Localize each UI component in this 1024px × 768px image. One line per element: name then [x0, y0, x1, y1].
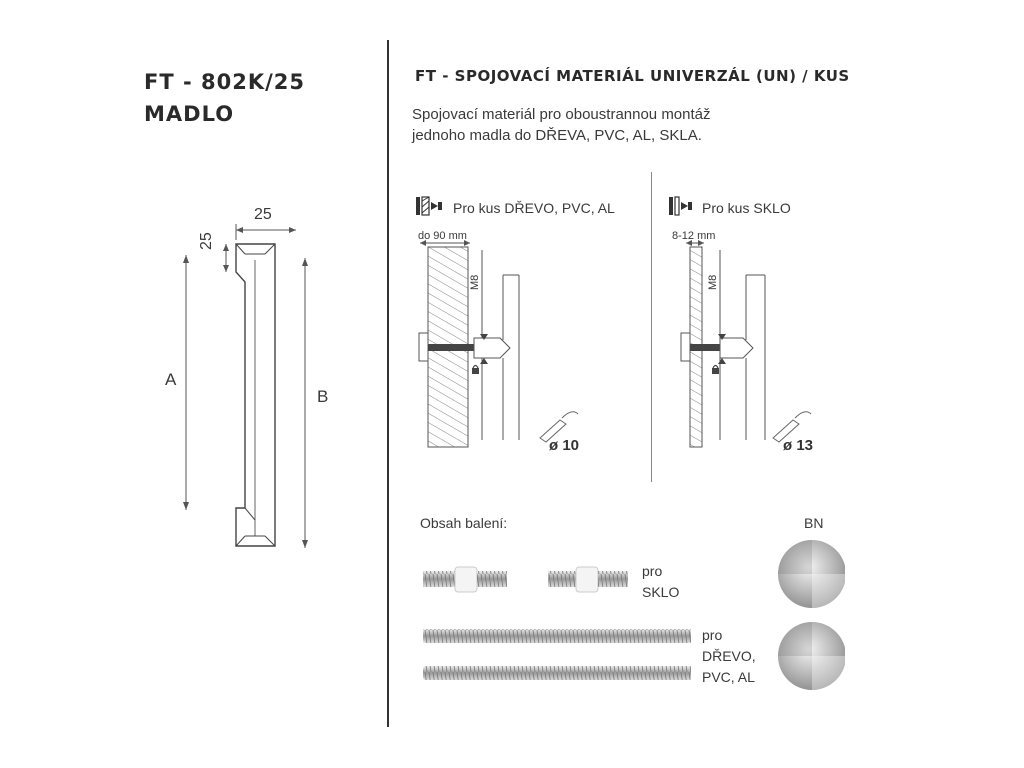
panel-divider	[387, 40, 389, 727]
wood-drill-label: ø 10	[549, 437, 580, 454]
glass-kit-label-2: SKLO	[642, 584, 680, 600]
wood-section-label: Pro kus DŘEVO, PVC, AL	[453, 200, 615, 216]
wood-kit-label-3: PVC, AL	[702, 669, 755, 685]
glass-thickness-label: 8-12 mm	[672, 230, 716, 242]
glass-drill-label: ø 13	[783, 437, 814, 454]
connector-title: FT - SPOJOVACÍ MATERIÁL UNIVERZÁL (UN) / KUS	[415, 67, 850, 85]
glass-kit-label-1: pro	[642, 563, 663, 579]
section-divider	[651, 172, 652, 482]
wood-thread-label: M8	[469, 274, 481, 290]
dim-b-label: B	[317, 387, 329, 406]
wood-thickness-label: do 90 mm	[418, 230, 467, 242]
glass-section-label: Pro kus SKLO	[702, 200, 791, 216]
dim-a-label: A	[165, 370, 177, 389]
wood-kit-label-1: pro	[702, 627, 723, 643]
glass-thread-label: M8	[707, 274, 719, 290]
description-line-1: Spojovací materiál pro oboustrannou montáž	[412, 106, 711, 123]
dim-width-label: 25	[254, 206, 272, 223]
glass-mount-icon	[667, 195, 699, 219]
description-line-2: jednoho madla do DŘEVA, PVC, AL, SKLA.	[412, 127, 702, 144]
finish-label: BN	[804, 515, 824, 531]
handle-drawing	[150, 195, 350, 565]
product-type: MADLO	[144, 102, 235, 126]
product-code: FT - 802K/25	[144, 70, 306, 94]
wood-mount-icon	[414, 195, 450, 219]
package-parts-image	[415, 560, 715, 690]
wood-mount-diagram	[405, 228, 605, 458]
glass-mount-diagram	[670, 228, 830, 458]
package-heading: Obsah balení:	[420, 515, 508, 531]
rosette-caps	[775, 540, 845, 695]
wood-kit-label-2: DŘEVO,	[702, 648, 756, 664]
dim-depth-label: 25	[198, 232, 215, 250]
